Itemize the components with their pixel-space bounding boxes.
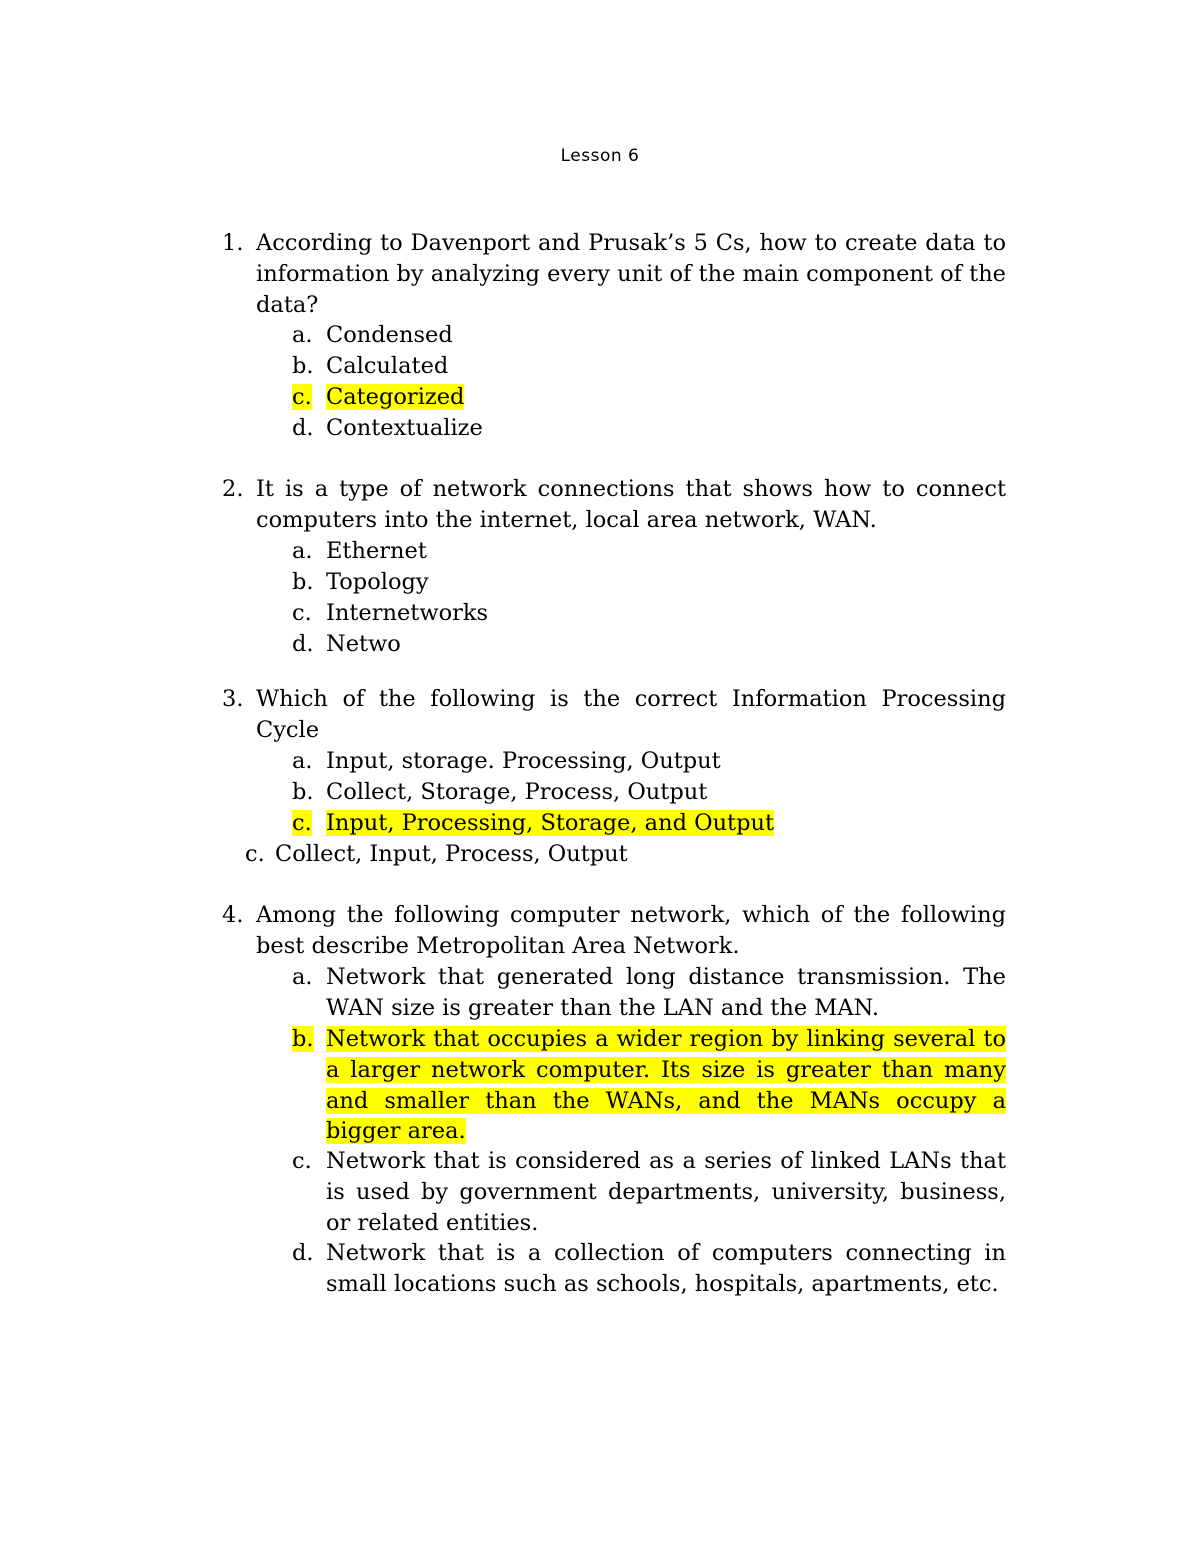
option-letter: a.	[292, 538, 313, 564]
question-number: 3.	[222, 686, 244, 712]
option-text: Condensed	[326, 322, 453, 348]
option-text: Input, Processing, Storage, and Output	[326, 810, 775, 836]
option-text: Network that is considered as a series of linked LANs that is used by government departments, university, business, or related entities.	[326, 1148, 1006, 1236]
option-text: Internetworks	[326, 600, 489, 626]
question-text: Which of the following is the correct Information Processing Cycle	[256, 686, 1006, 743]
option-letter: a.	[292, 748, 313, 774]
option-letter: a.	[292, 964, 313, 990]
question-number: 4.	[222, 902, 244, 928]
option-text: Topology	[326, 569, 429, 595]
option-letter: d.	[292, 415, 314, 441]
option-letter: a.	[292, 322, 313, 348]
option-text: Network that generated long distance transmission. The WAN size is greater than the LAN and the MAN.	[326, 964, 1006, 1021]
question-number: 2.	[222, 476, 244, 502]
option-text: Input, storage. Processing, Output	[326, 748, 721, 774]
page-title: Lesson 6	[560, 146, 640, 166]
option-letter: c.	[292, 1148, 312, 1174]
option-text: Network that occupies a wider region by linking several to a larger network computer. Its size is greater than many and smaller than the WANs, and the MANs occupy a bigger area.	[326, 1026, 1006, 1145]
option-text: Categorized	[326, 384, 465, 410]
question-text: It is a type of network connections that shows how to connect computers into the internet, local area network, WAN.	[256, 476, 1006, 533]
option-letter: d.	[292, 631, 314, 657]
option-letter: c.	[245, 841, 265, 867]
option-letter: b.	[292, 569, 314, 595]
option-letter: c.	[292, 810, 312, 836]
option-letter: d.	[292, 1240, 314, 1266]
option-letter: c.	[292, 600, 312, 626]
option-text: Collect, Input, Process, Output	[275, 841, 628, 867]
option-letter: b.	[292, 1026, 314, 1052]
option-letter: c.	[292, 384, 312, 410]
question-text: According to Davenport and Prusak’s 5 Cs, how to create data to information by analyzing every unit of the main component of the data?	[256, 230, 1006, 318]
option-text: Ethernet	[326, 538, 427, 564]
option-letter: b.	[292, 353, 314, 379]
option-text: Collect, Storage, Process, Output	[326, 779, 708, 805]
option-letter: b.	[292, 779, 314, 805]
option-text: Contextualize	[326, 415, 483, 441]
option-text: Network that is a collection of computers connecting in small locations such as schools, hospitals, apartments, etc.	[326, 1240, 1006, 1297]
option-text: Netwo	[326, 631, 401, 657]
question-number: 1.	[222, 230, 244, 256]
question-text: Among the following computer network, which of the following best describe Metropolitan Area Network.	[256, 902, 1006, 959]
option-text: Calculated	[326, 353, 449, 379]
